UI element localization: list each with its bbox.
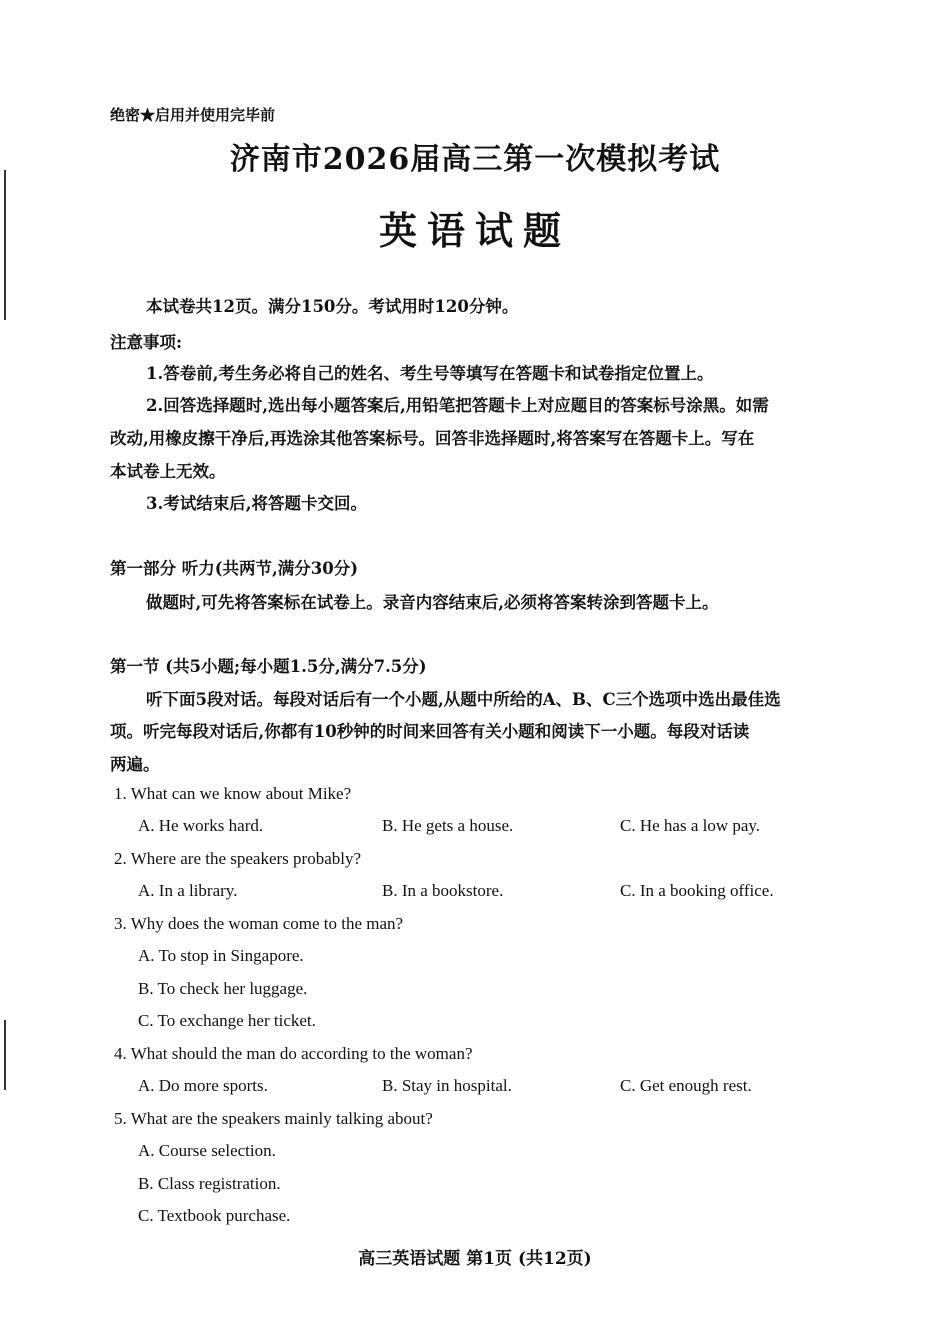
question-2-option-b: B. In a bookstore. [382, 881, 504, 900]
notes-heading: 注意事项: [110, 333, 183, 352]
question-1-option-a: A. He works hard. [138, 816, 264, 835]
subject-title: 英语试题 [378, 208, 571, 253]
question-4-option-c: C. Get enough rest. [620, 1076, 752, 1095]
section1-instruction-line-1: 听下面5段对话。每段对话后有一个小题,从题中所给的A、B、C三个选项中选出最佳选 [146, 690, 781, 709]
question-2-option-a: A. In a library. [138, 881, 238, 900]
page-footer: 高三英语试题 第1页 (共12页) [358, 1249, 592, 1269]
question-5-option-c: C. Textbook purchase. [138, 1206, 291, 1225]
note-3: 3.考试结束后,将答题卡交回。 [146, 494, 367, 513]
note-1: 1.答卷前,考生务必将自己的姓名、考生号等填写在答题卡和试卷指定位置上。 [146, 364, 714, 383]
part1-instruction: 做题时,可先将答案标在试卷上。录音内容结束后,必须将答案转涂到答题卡上。 [146, 593, 719, 612]
scan-edge-line [4, 1020, 6, 1090]
section1-instruction-line-2: 项。听完每段对话后,你都有10秒钟的时间来回答有关小题和阅读下一小题。每段对话读 [110, 722, 750, 741]
exam-summary: 本试卷共12页。满分150分。考试用时120分钟。 [146, 297, 519, 316]
question-3-option-a: A. To stop in Singapore. [138, 946, 304, 965]
note-2-line-3: 本试卷上无效。 [110, 462, 226, 481]
note-2-line-1: 2.回答选择题时,选出每小题答案后,用铅笔把答题卡上对应题目的答案标号涂黑。如需 [146, 396, 769, 415]
question-1-stem: 1. What can we know about Mike? [114, 784, 352, 803]
question-3-option-c: C. To exchange her ticket. [138, 1011, 316, 1030]
question-5-stem: 5. What are the speakers mainly talking about? [114, 1109, 433, 1128]
question-1-option-c: C. He has a low pay. [620, 816, 761, 835]
question-4-stem: 4. What should the man do according to the woman? [114, 1044, 473, 1063]
section1-instruction-line-3: 两遍。 [110, 755, 160, 774]
note-2-line-2: 改动,用橡皮擦干净后,再选涂其他答案标号。回答非选择题时,将答案写在答题卡上。写在 [110, 429, 755, 448]
question-3-option-b: B. To check her luggage. [138, 979, 308, 998]
section1-heading: 第一节 (共5小题;每小题1.5分,满分7.5分) [110, 657, 427, 676]
question-1-option-b: B. He gets a house. [382, 816, 514, 835]
question-2-stem: 2. Where are the speakers probably? [114, 849, 362, 868]
question-3-stem: 3. Why does the woman come to the man? [114, 914, 404, 933]
question-5-option-a: A. Course selection. [138, 1141, 276, 1160]
confidential-label: 绝密★启用并使用完毕前 [110, 106, 276, 124]
exam-title: 济南市2026届高三第一次模拟考试 [229, 142, 721, 177]
part1-heading: 第一部分 听力(共两节,满分30分) [110, 559, 359, 578]
question-2-option-c: C. In a booking office. [620, 881, 774, 900]
question-4-option-b: B. Stay in hospital. [382, 1076, 512, 1095]
question-5-option-b: B. Class registration. [138, 1174, 281, 1193]
question-4-option-a: A. Do more sports. [138, 1076, 268, 1095]
